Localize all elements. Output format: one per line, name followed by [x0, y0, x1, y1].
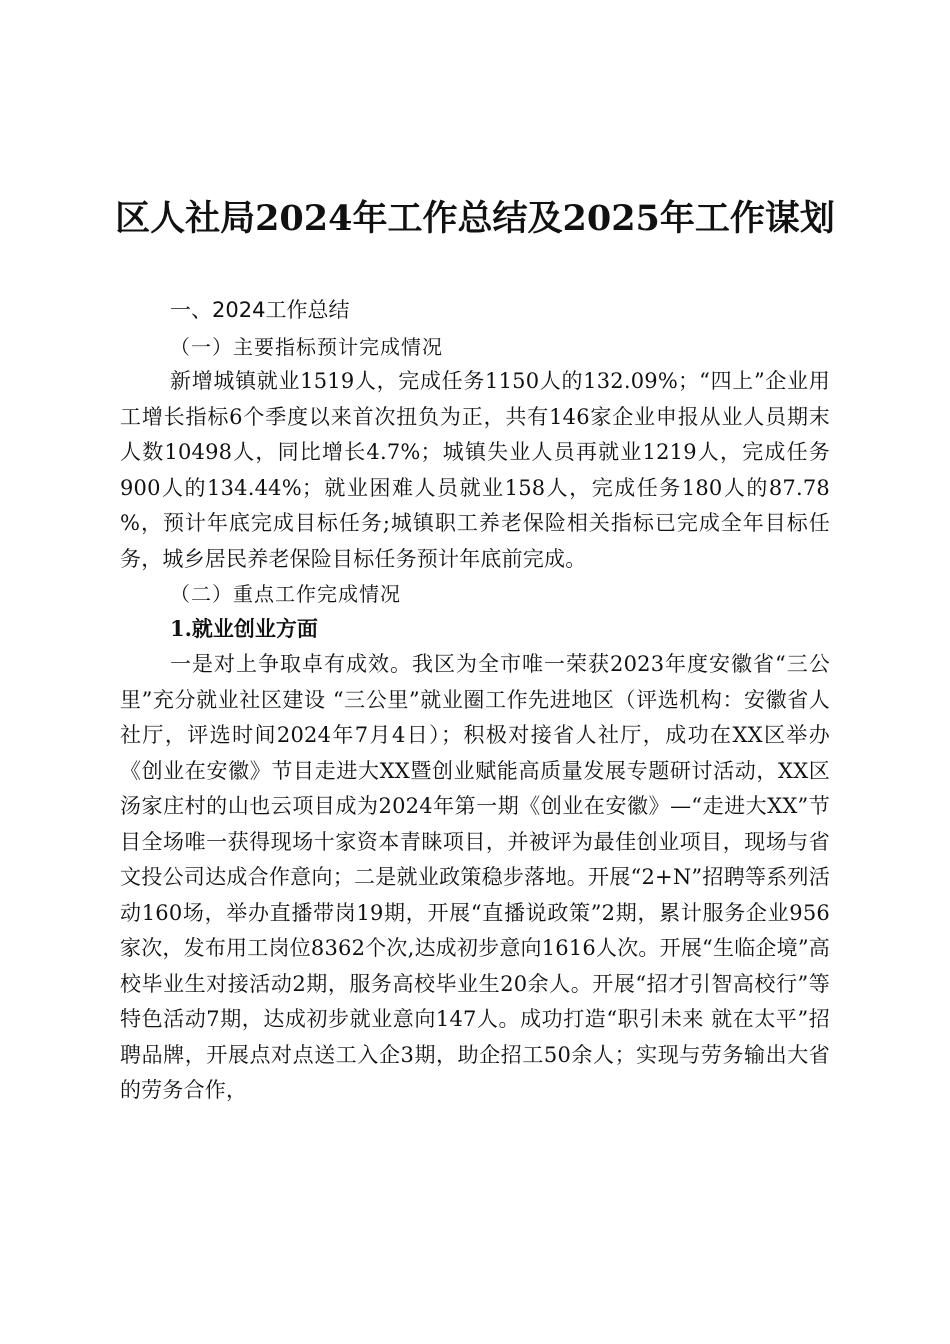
- paragraph-employment: 一是对上争取卓有成效。我区为全市唯一荣获2023年度安徽省“三公里”充分就业社区建设 “三公里”就业圈工作先进地区（评选机构：安徽省人社厅，评选时间2024年7月4日）；积极对接省人社厅，成功在XX区举办《创业在安徽》节目走进大XX暨创业赋能高质量发展专题研讨活动，XX区汤家庄村的山也云项目成为2024年第一期《创业在安徽》—“走进大XX”节目全场唯一获得现场十家资本青睐项目，并被评为最佳创业项目，现场与省文投公司达成合作意向；二是就业政策稳步落地。开展“2+N”招聘等系列活动160场，举办直播带岗19期，开展“直播说政策”2期，累计服务企业956家次，发布用工岗位8362个次,达成初步意向1616人次。开展“生临企境”高校毕业生对接活动2期，服务高校毕业生20余人。开展“招才引智高校行”等特色活动7期，达成初步就业意向147人。成功打造“职引未来 就在太平”招聘品牌，开展点对点送工入企3期，助企招工50余人；实现与劳务输出大省的劳务合作，: [120, 652, 830, 1102]
- subsection-heading-main-indicators: （一）主要指标预计完成情况: [170, 335, 443, 359]
- document-title: 区人社局2024年工作总结及2025年工作谋划: [115, 198, 835, 239]
- paragraph-main-indicators: 新增城镇就业1519人，完成任务1150人的132.09%；“四上”企业用工增长指标6个季度以来首次扭负为正，共有146家企业申报从业人员期末人数10498人，同比增长4.7%；城镇失业人员再就业1219人，完成任务900人的134.44%；就业困难人员就业158人，完成任务180人的87.78 %，预计年底完成目标任务;城镇职工养老保险相关指标已完成全年目标任务，城乡居民养老保险目标任务预计年底前完成。: [120, 369, 830, 571]
- item-heading-employment: 1.就业创业方面: [170, 616, 318, 641]
- subsection-heading-key-work: （二）重点工作完成情况: [170, 582, 401, 606]
- section-heading-work-summary: 一、2024工作总结: [170, 298, 350, 322]
- document-body: [120, 290, 830, 1109]
